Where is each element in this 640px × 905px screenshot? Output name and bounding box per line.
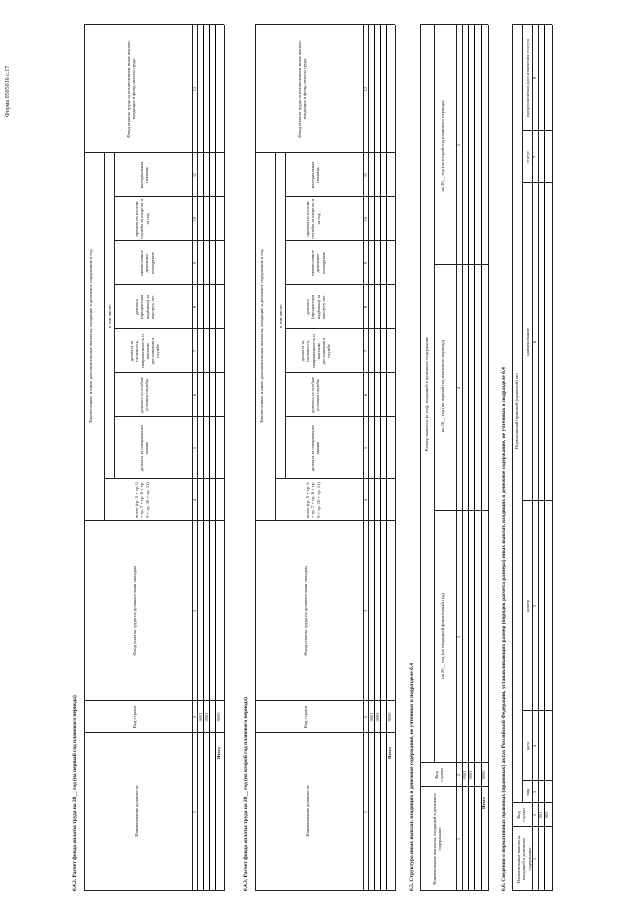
section-643-col-other: Фонд оплаты труда за исключением иных выплат, входящих в фонд оплаты труда <box>297 40 308 138</box>
section-642-col-salary-fund: Фонд оплаты труда по должностным окладам <box>132 566 137 656</box>
section-643-sub-col: материальная помощь <box>310 161 321 189</box>
row-code: 001 <box>538 811 543 819</box>
section-642-sub-col: доплата (процентная надбавка) за выслугу лет <box>134 294 155 320</box>
total-label: Итого <box>481 797 486 809</box>
section-65-year-col: на 20__ год (на очередной финансовый год) <box>440 593 445 679</box>
row-code: 0002 <box>468 770 473 780</box>
col-number: 2 <box>363 715 368 719</box>
section-642-col-total: всего (гр. 5 + гр. 6 + гр. 7 + гр. 8 + гр. 9 + гр. 10 + гр. 11) <box>134 481 150 519</box>
total-code: 9000 <box>216 712 221 722</box>
section-642-sub-col: премии по итогам службы за квартал и за год <box>134 199 150 239</box>
section-66-col-code: Код строки <box>516 808 527 822</box>
section-65-col-name: Наименование выплаты, входящей в денежное содержание <box>432 793 443 885</box>
col-number: 3 <box>363 609 368 613</box>
section-642-sub-col: доплата за особые условия службы <box>139 377 150 413</box>
section-642-col-position: Наименование должности <box>134 785 139 837</box>
col-number: 4 <box>192 498 197 502</box>
col-number: 5 <box>192 446 197 450</box>
col-number: 8 <box>192 305 197 309</box>
section-643-col-code: Код строки <box>303 706 308 728</box>
section-643-sub-col: доплата за особые условия службы <box>310 377 321 413</box>
section-66-title: 6.6. Сведения о нормативных правовых (правовых) актах Российской Федерации, устанавливающих размер (порядок расчета размера) иных выплат, входящих в денежное содержание, не учтенных в подразделе 6.4 <box>501 367 507 891</box>
row-code: 0002 <box>204 712 209 722</box>
section-642-sub-col: доплата за сложность, напряженность и высокие достижения в службе <box>129 334 161 368</box>
section-643-col-position: Наименование должности <box>305 785 310 837</box>
col-number: 3 <box>456 635 461 639</box>
section-66-sub-col: наименование <box>525 328 530 356</box>
col-number: 2 <box>532 813 537 817</box>
col-number: 9 <box>363 261 368 265</box>
section-642-sub-col: материальная помощь <box>139 161 150 189</box>
section-65-year-col: на 20__ год (на второй год планового периода) <box>440 100 445 192</box>
col-number: 8 <box>532 76 537 80</box>
col-number: 5 <box>363 446 368 450</box>
row-code: 0001 <box>369 712 374 722</box>
section-66-group-header: Нормативный правовой (правовой) акт <box>514 372 519 450</box>
form-code: Форма 0505016 с.17 <box>5 65 11 117</box>
col-number: 6 <box>363 393 368 397</box>
col-number: 3 <box>192 609 197 613</box>
col-number: 8 <box>363 305 368 309</box>
section-66-sub-col: номер <box>525 600 530 612</box>
section-643-sub-col: доплата за специальное звание <box>310 424 321 472</box>
col-number: 3 <box>532 790 537 794</box>
row-code: 0001 <box>198 712 203 722</box>
section-642-col-other: Фонд оплаты труда за исключением иных выплат, входящих в фонд оплаты труда <box>126 40 137 138</box>
col-number: 7 <box>532 155 537 159</box>
col-number: 5 <box>532 604 537 608</box>
col-number: 6 <box>192 393 197 397</box>
col-number: 1 <box>532 857 537 861</box>
col-number: 10 <box>192 216 197 222</box>
col-number: 4 <box>532 744 537 748</box>
section-65-year-col: на 20__ год (на первый год планового периода) <box>440 339 445 433</box>
section-66-sub-col: вид <box>525 788 530 796</box>
section-643-col-salary-fund: Фонд оплаты труда по должностным окладам <box>303 566 308 656</box>
col-number: 7 <box>363 349 368 353</box>
col-number: 11 <box>363 172 368 178</box>
col-number: 1 <box>192 810 197 814</box>
section-643-sub-col: премии по итогам службы за квартал и за год <box>305 199 321 239</box>
section-642-sub-col: ежемесячное денежное поощрение <box>139 250 155 276</box>
section-65-title: 6.5. Структура иных выплат, входящих в денежное содержание, не учтенных в подразделе 6.4 <box>409 663 415 891</box>
section-642-in-that-number: в том числе: <box>107 304 112 328</box>
col-number: 12 <box>363 86 368 92</box>
col-number: 2 <box>192 715 197 719</box>
section-643-title: 6.4.3. Расчет фонда оплаты труда на 20__ год (на второй год планового периода) <box>243 697 249 891</box>
total-code: 9000 <box>481 770 486 780</box>
total-label: Итого <box>387 747 392 759</box>
section-643-group-header: Ежемесячные и иные дополнительные выплаты, входящие в денежное содержание в год <box>259 249 264 423</box>
col-number: 9 <box>192 261 197 265</box>
row-code: 0002 <box>375 712 380 722</box>
total-label: Итого <box>216 747 221 759</box>
col-number: 12 <box>192 86 197 92</box>
section-642-table <box>84 25 224 891</box>
col-number: 4 <box>456 386 461 390</box>
section-66-col-name: Наименование выплаты, входящей в денежное содержание <box>516 835 532 883</box>
section-66-sub-col: статус <box>525 150 530 164</box>
section-65-table <box>420 25 488 891</box>
section-642-col-code: Код строки <box>132 706 137 728</box>
section-642-title: 6.4.2. Расчет фонда оплаты труда на 20__ год (на первый год планового периода) <box>72 695 78 891</box>
row-code: 0001 <box>462 770 467 780</box>
section-66-table <box>512 25 552 891</box>
col-number: 5 <box>456 143 461 147</box>
section-643-sub-col: доплата за сложность, напряженность и высокие достижения в службе <box>300 334 332 368</box>
col-number: 7 <box>192 349 197 353</box>
col-number: 2 <box>456 773 461 777</box>
col-number: 1 <box>456 837 461 841</box>
section-643-in-that-number: в том числе: <box>278 304 283 328</box>
row-code: 002 <box>544 811 549 819</box>
section-65-group-header: Размер выплаты (в год), входящей в денежное содержание <box>424 336 429 452</box>
section-643-table <box>255 25 395 891</box>
section-66-sub-col: дата <box>525 741 530 751</box>
col-number: 1 <box>363 810 368 814</box>
col-number: 11 <box>192 172 197 178</box>
section-642-sub-col: доплата за специальное звание <box>139 424 150 472</box>
section-643-col-total: всего (гр. 5 + гр. 6 + гр. 7 + гр. 8 + гр. 9 + гр. 10 + гр. 11) <box>305 481 321 519</box>
col-number: 6 <box>532 340 537 344</box>
total-code: 9000 <box>387 712 392 722</box>
col-number: 10 <box>363 216 368 222</box>
section-643-sub-col: доплата (процентная надбавка) за выслугу лет <box>305 294 326 320</box>
section-66-sub-col: предполагаемая дата изменения статуса <box>525 39 530 117</box>
section-642-group-header: Ежемесячные и иные дополнительные выплаты, входящие в денежное содержание в год <box>88 249 93 423</box>
col-number: 4 <box>363 498 368 502</box>
section-65-col-code: Код строки <box>434 768 445 782</box>
section-643-sub-col: ежемесячное денежное поощрение <box>310 250 326 276</box>
